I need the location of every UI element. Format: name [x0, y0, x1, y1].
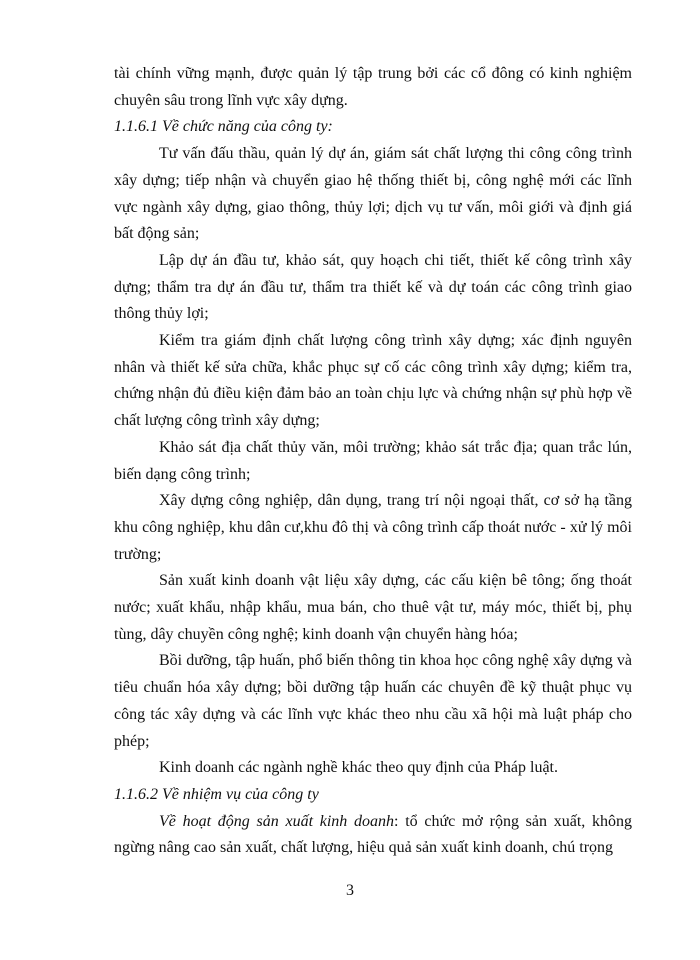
- paragraph-consulting: Tư vấn đấu thầu, quản lý dự án, giám sát chất lượng thi công công trình xây dựng; tiếp nhận và chuyển giao hệ thống thiết bị, công nghệ mới các lĩnh vực ngành xây dựng, giao thông, thủy lợi; dịch vụ tư vấn, môi giới và định giá bất động sản;: [114, 145, 632, 243]
- paragraph-survey: Khảo sát địa chất thủy văn, môi trường; khảo sát trắc địa; quan trắc lún, biến dạng công trình;: [114, 438, 632, 483]
- paragraph-construction: Xây dựng công nghiệp, dân dụng, trang trí nội ngoại thất, cơ sở hạ tầng khu công nghiệp, khu dân cư,khu đô thị và công trình cấp thoát nước - xử lý môi trường;: [114, 492, 632, 563]
- paragraph-lead-italic: Về hoạt động sản xuất kinh doanh: [159, 812, 395, 830]
- paragraph-quality-inspection: Kiểm tra giám định chất lượng công trình xây dựng; xác định nguyên nhân và thiết kế sửa chữa, khắc phục sự cố các công trình xây dựng; kiểm tra, chứng nhận đủ điều kiện đảm bảo an toàn chịu lực và chứng nhận sự phù hợp về chất lượng công trình xây dựng;: [114, 332, 632, 430]
- page-number: 3: [346, 882, 354, 899]
- paragraph-materials: Sản xuất kinh doanh vật liệu xây dựng, các cấu kiện bê tông; ống thoát nước; xuất khẩu, nhập khẩu, mua bán, cho thuê vật tư, máy móc, thiết bị, phụ tùng, dây chuyền công nghệ; kinh doanh vận chuyển hàng hóa;: [114, 572, 632, 643]
- section-heading-functions: 1.1.6.1 Về chức năng của công ty:: [114, 118, 333, 136]
- paragraph-production-duties: [114, 809, 632, 862]
- paragraph-project-planning: Lập dự án đầu tư, khảo sát, quy hoạch chi tiết, thiết kế công trình xây dựng; thẩm tra dự án đầu tư, thẩm tra thiết kế và dự toán các công trình giao thông thủy lợi;: [114, 251, 632, 323]
- paragraph-lead-rest: : tổ chức mở rộng sản xuất, không ngừng nâng cao sản xuất, chất lượng, hiệu quả sản xuất kinh doanh, chú trọng: [114, 812, 633, 857]
- section-heading-duties: 1.1.6.2 Về nhiệm vụ của công ty: [114, 785, 319, 803]
- paragraph-other-business: Kinh doanh các ngành nghề khác theo quy định của Pháp luật.: [159, 759, 558, 777]
- page-body: [114, 61, 632, 862]
- paragraph-training: Bồi dưỡng, tập huấn, phổ biến thông tin khoa học công nghệ xây dựng và tiêu chuẩn hóa xây dựng; bồi dưỡng tập huấn các chuyên đề kỹ thuật phục vụ công tác xây dựng và các lĩnh vực khác theo nhu cầu xã hội mà luật pháp cho phép;: [114, 652, 632, 750]
- paragraph-continuation: tài chính vững mạnh, được quản lý tập trung bởi các cổ đông có kinh nghiệm chuyên sâu trong lĩnh vực xây dựng.: [114, 65, 632, 109]
